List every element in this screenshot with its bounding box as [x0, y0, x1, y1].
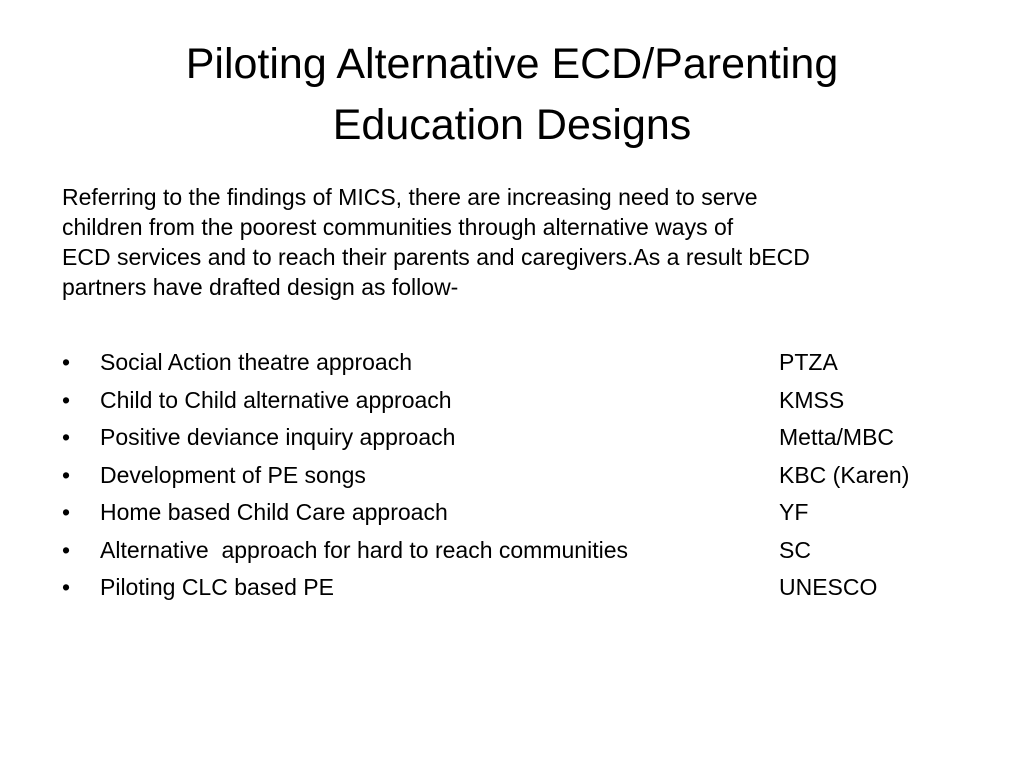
approach-name: Alternative approach for hard to reach communities [100, 536, 628, 563]
intro-line-3: ECD services and to reach their parents and caregivers.As a result bECD [62, 244, 810, 270]
approach-name: Child to Child alternative approach [100, 386, 452, 413]
slide-title-line-2: Education Designs [332, 101, 692, 149]
approach-name: Positive deviance inquiry approach [100, 424, 456, 450]
intro-paragraph [62, 182, 972, 302]
partner-name: KBC (Karen) [779, 461, 910, 488]
list-item [62, 571, 962, 609]
partner-name: SC [779, 536, 811, 563]
list-item [62, 534, 962, 572]
list-item [62, 496, 962, 534]
intro-line-2: children from the poorest communities through alternative ways of [62, 214, 734, 240]
approach-name: Social Action theatre approach [100, 349, 412, 375]
slide-title [60, 34, 964, 156]
bullet-icon: • [62, 536, 71, 563]
slide-title-line-1: Piloting Alternative ECD/Parenting [185, 40, 839, 88]
intro-line-4: partners have drafted design as follow- [62, 274, 459, 300]
bullet-icon: • [62, 461, 71, 488]
partner-name: Metta/MBC [779, 424, 895, 450]
list-item [62, 384, 962, 422]
bullet-icon: • [62, 499, 71, 525]
partner-name: PTZA [779, 349, 838, 375]
partner-name: KMSS [779, 386, 845, 413]
bullet-icon: • [62, 574, 71, 600]
approach-name: Piloting CLC based PE [100, 574, 334, 600]
partner-name: YF [779, 499, 809, 525]
partner-name: UNESCO [779, 574, 878, 600]
list-item [62, 421, 962, 459]
approach-list [62, 346, 962, 609]
bullet-icon: • [62, 386, 71, 413]
intro-line-1: Referring to the findings of MICS, there are increasing need to serve [62, 184, 758, 210]
list-item [62, 346, 962, 384]
bullet-icon: • [62, 349, 71, 375]
approach-name: Home based Child Care approach [100, 499, 448, 525]
bullet-icon: • [62, 424, 71, 450]
list-item [62, 459, 962, 497]
approach-name: Development of PE songs [100, 461, 366, 488]
